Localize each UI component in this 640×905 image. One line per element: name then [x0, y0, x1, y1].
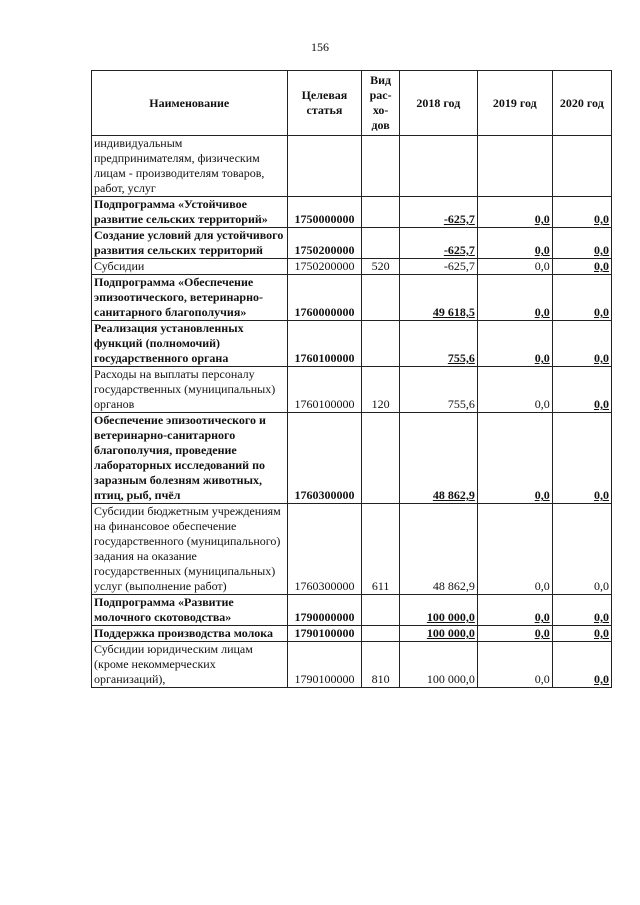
cell-code: 1790100000 [287, 626, 362, 642]
cell-2019: 0,0 [477, 367, 552, 413]
table-row [92, 136, 612, 197]
cell-name: Субсидии бюджетным учреждениям на финансовое обеспечение государственного (муниципального) задания на оказание государственных (муниципальных) услуг (выполнение работ) [92, 504, 288, 595]
cell-code: 1750000000 [287, 197, 362, 228]
cell-name: Расходы на выплаты персоналу государственных (муниципальных) органов [92, 367, 288, 413]
table-header-row [92, 71, 612, 136]
cell-name: Субсидии [92, 259, 288, 275]
cell-code [287, 136, 362, 197]
cell-type [362, 228, 399, 259]
cell-2019: 0,0 [477, 259, 552, 275]
cell-code: 1760100000 [287, 321, 362, 367]
cell-2019: 0,0 [477, 413, 552, 504]
cell-name: Подпрограмма «Обеспечение эпизоотического, ветеринарно-санитарного благополучия» [92, 275, 288, 321]
table-row [92, 504, 612, 595]
cell-2019: 0,0 [477, 228, 552, 259]
cell-2019: 0,0 [477, 321, 552, 367]
cell-code: 1750200000 [287, 228, 362, 259]
header-code: Целевая статья [287, 71, 362, 136]
cell-2018: 100 000,0 [399, 626, 477, 642]
cell-code: 1760300000 [287, 504, 362, 595]
cell-2018 [399, 136, 477, 197]
cell-2018: 48 862,9 [399, 413, 477, 504]
cell-2020: 0,0 [552, 259, 611, 275]
cell-2018: 100 000,0 [399, 642, 477, 688]
cell-2019: 0,0 [477, 504, 552, 595]
cell-type [362, 413, 399, 504]
cell-type: 520 [362, 259, 399, 275]
cell-2020: 0,0 [552, 626, 611, 642]
cell-code: 1790100000 [287, 642, 362, 688]
cell-2018: 48 862,9 [399, 504, 477, 595]
cell-type [362, 626, 399, 642]
cell-2020: 0,0 [552, 504, 611, 595]
cell-type [362, 136, 399, 197]
header-2019: 2019 год [477, 71, 552, 136]
cell-code: 1760000000 [287, 275, 362, 321]
cell-code: 1760300000 [287, 413, 362, 504]
cell-2020 [552, 136, 611, 197]
cell-name: Субсидии юридическим лицам (кроме некоммерческих организаций), [92, 642, 288, 688]
cell-name: индивидуальным предпринимателям, физическим лицам - производителям товаров, работ, услуг [92, 136, 288, 197]
cell-2018: -625,7 [399, 259, 477, 275]
cell-type [362, 321, 399, 367]
cell-name: Обеспечение эпизоотического и ветеринарно-санитарного благополучия, проведение лабораторных исследований по заразным болезням животных, птиц, рыб, пчёл [92, 413, 288, 504]
budget-table [91, 70, 612, 688]
cell-2018: 755,6 [399, 321, 477, 367]
cell-2020: 0,0 [552, 642, 611, 688]
cell-code: 1760100000 [287, 367, 362, 413]
cell-type: 611 [362, 504, 399, 595]
cell-2020: 0,0 [552, 228, 611, 259]
cell-2019: 0,0 [477, 626, 552, 642]
table-row [92, 595, 612, 626]
table-row [92, 228, 612, 259]
header-2018: 2018 год [399, 71, 477, 136]
cell-code: 1790000000 [287, 595, 362, 626]
cell-type [362, 197, 399, 228]
cell-2019: 0,0 [477, 595, 552, 626]
cell-2019: 0,0 [477, 275, 552, 321]
table-row [92, 626, 612, 642]
cell-2020: 0,0 [552, 321, 611, 367]
cell-2018: 100 000,0 [399, 595, 477, 626]
cell-name: Подпрограмма «Развитие молочного скотоводства» [92, 595, 288, 626]
cell-type [362, 595, 399, 626]
cell-2018: -625,7 [399, 228, 477, 259]
cell-2019: 0,0 [477, 197, 552, 228]
cell-name: Создание условий для устойчивого развития сельских территорий [92, 228, 288, 259]
cell-2018: 49 618,5 [399, 275, 477, 321]
cell-2020: 0,0 [552, 413, 611, 504]
table-row [92, 642, 612, 688]
cell-type: 810 [362, 642, 399, 688]
cell-2019: 0,0 [477, 642, 552, 688]
cell-2020: 0,0 [552, 275, 611, 321]
table-row [92, 275, 612, 321]
cell-2018: -625,7 [399, 197, 477, 228]
cell-2019 [477, 136, 552, 197]
cell-name: Поддержка производства молока [92, 626, 288, 642]
page-number: 156 [311, 40, 329, 54]
table-row [92, 259, 612, 275]
table-row [92, 367, 612, 413]
cell-2020: 0,0 [552, 197, 611, 228]
cell-name: Подпрограмма «Устойчивое развитие сельских территорий» [92, 197, 288, 228]
table-row [92, 413, 612, 504]
table-row [92, 197, 612, 228]
header-type: Вид рас-хо-дов [362, 71, 399, 136]
cell-type: 120 [362, 367, 399, 413]
cell-2020: 0,0 [552, 367, 611, 413]
header-2020: 2020 год [552, 71, 611, 136]
cell-2018: 755,6 [399, 367, 477, 413]
table-row [92, 321, 612, 367]
cell-2020: 0,0 [552, 595, 611, 626]
cell-code: 1750200000 [287, 259, 362, 275]
cell-name: Реализация установленных функций (полномочий) государственного органа [92, 321, 288, 367]
header-name: Наименование [92, 71, 288, 136]
cell-type [362, 275, 399, 321]
